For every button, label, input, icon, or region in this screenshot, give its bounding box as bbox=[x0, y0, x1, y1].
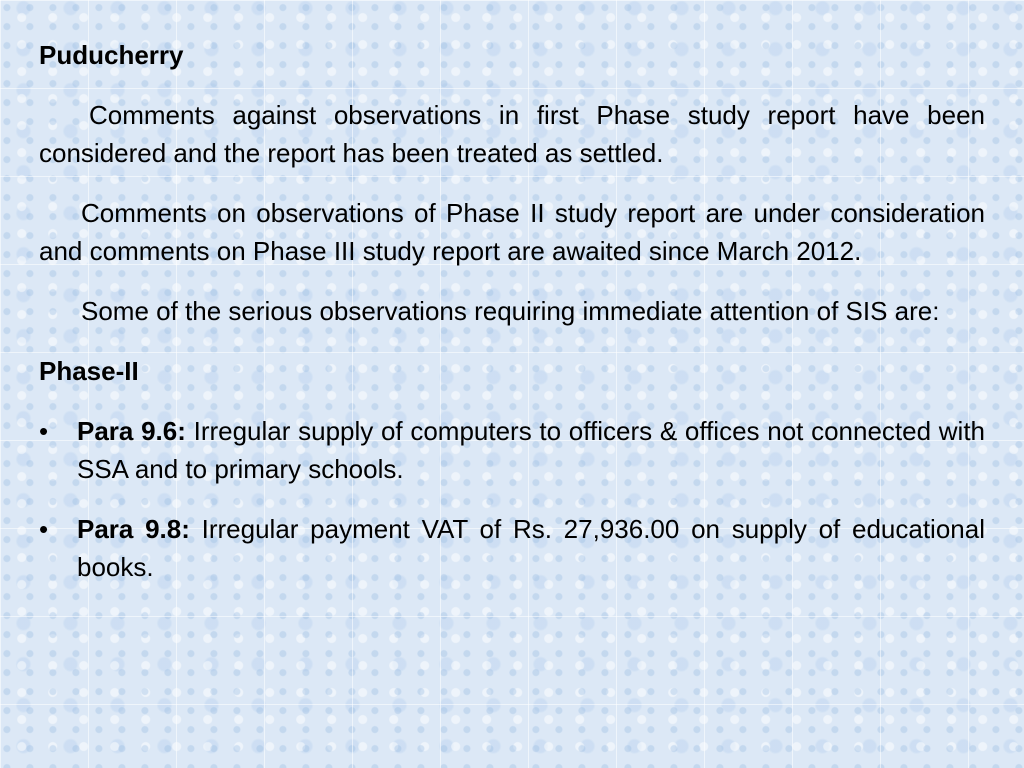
bullet-icon: • bbox=[39, 416, 49, 446]
slide-title: Puducherry bbox=[39, 40, 184, 70]
bullet-icon: • bbox=[39, 514, 49, 544]
para-description: Irregular payment VAT of Rs. 27,936.00 on supply of educational books. bbox=[77, 514, 985, 582]
observation-list bbox=[39, 412, 985, 586]
list-item bbox=[39, 412, 985, 488]
paragraph-phase-one: Comments against observations in first Phase study report have been considered and the report has been treated as settled. bbox=[39, 100, 985, 168]
para-label: Para 9.8: bbox=[77, 514, 190, 544]
paragraph-serious-observations: Some of the serious observations requiring immediate attention of SIS are: bbox=[81, 296, 940, 326]
slide-content bbox=[39, 36, 985, 608]
list-item bbox=[39, 510, 985, 586]
paragraph-phase-two-three: Comments on observations of Phase II study report are under consideration and comments on Phase III study report are awaited since March 2012. bbox=[39, 198, 985, 266]
para-description: Irregular supply of computers to officers & offices not connected with SSA and to primary schools. bbox=[77, 416, 986, 484]
section-heading-phase-two: Phase-II bbox=[39, 356, 139, 386]
para-label: Para 9.6: bbox=[77, 416, 186, 446]
